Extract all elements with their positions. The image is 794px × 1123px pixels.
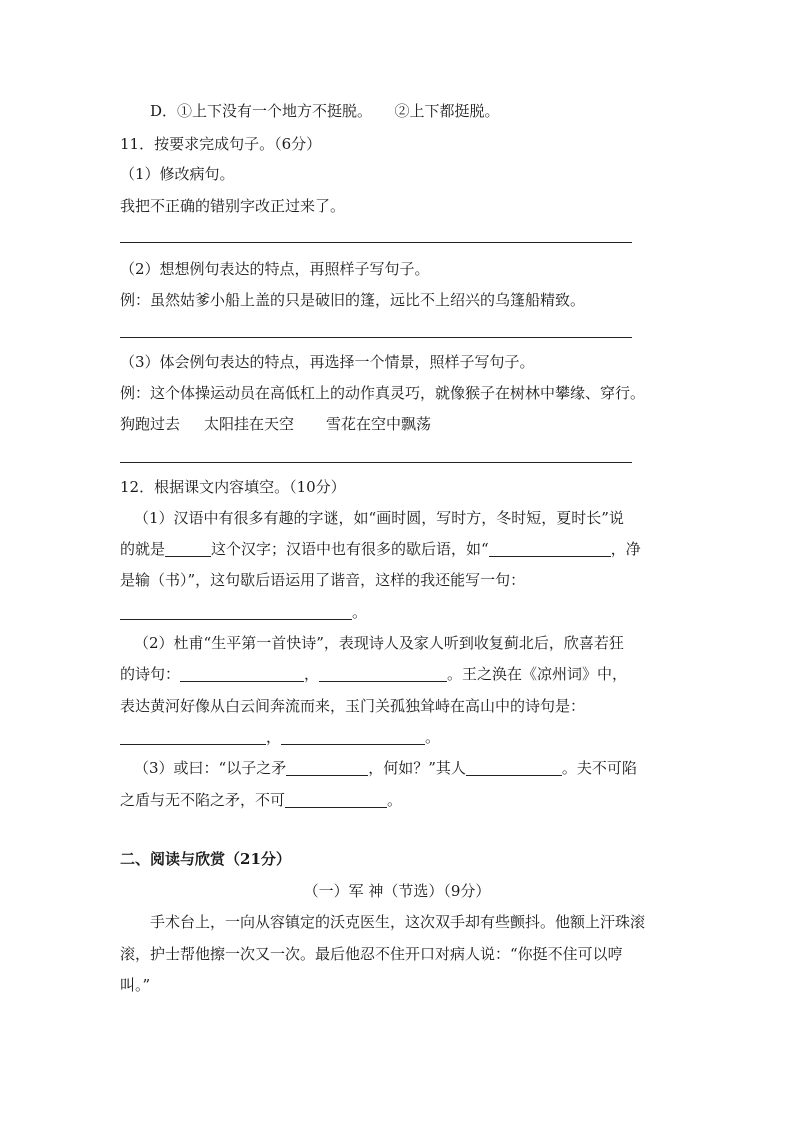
fill-blank[interactable] xyxy=(180,666,304,682)
q12-part2-line3: 表达黄河好像从白云间奔流而来，玉门关孤独耸峙在高山中的诗句是： xyxy=(120,697,586,715)
q10-option-d: D．①上下没有一个地方不挺脱。 ②上下都挺脱。 xyxy=(150,102,500,120)
fill-blank[interactable] xyxy=(489,541,611,557)
q12-part2-line2: 的诗句： ， 。王之涣在《凉州词》中， xyxy=(120,665,628,683)
answer-line[interactable] xyxy=(120,462,632,463)
q12-part2-line4: ， 。 xyxy=(120,727,680,747)
fill-blank[interactable] xyxy=(285,792,387,808)
passage-line: 手术台上，一向从容镇定的沃克医生，这次双手却有些颤抖。他额上汗珠滚 xyxy=(150,913,646,931)
fill-blank[interactable] xyxy=(466,760,562,776)
scene-option: 狗跑过去 xyxy=(120,415,181,433)
q11-part1-sentence: 我把不正确的错别字改正过来了。 xyxy=(120,197,346,215)
q12-part3-line1: （3）或曰：“以子之矛 ，何如？”其人 。夫不可陷 xyxy=(134,759,637,777)
q11-title: 11．按要求完成句子。（6分） xyxy=(120,135,322,153)
scene-option: 雪花在空中飘荡 xyxy=(326,415,432,433)
q11-part3-label: （3）体会例句表达的特点，再选择一个情景，照样子写句子。 xyxy=(120,353,535,371)
answer-line[interactable] xyxy=(120,242,632,243)
fill-blank[interactable] xyxy=(319,666,447,682)
q12-part1-line2: 的就是 这个汉字；汉语中也有很多的歇后语，如“ ，净 xyxy=(120,540,641,558)
fill-blank[interactable] xyxy=(165,541,211,557)
q12-part1-line3: 是输（书）”，这句歇后语运用了谐音，这样的我还能写一句： xyxy=(120,571,526,589)
fill-blank[interactable] xyxy=(286,760,368,776)
fill-blank[interactable] xyxy=(120,729,266,745)
passage-line: 滚，护士帮他擦一次又一次。最后他忍不住开口对病人说：“你挺不住可以哼 xyxy=(120,945,623,963)
fill-blank[interactable] xyxy=(281,729,425,745)
passage-title: （一）军 神（节选）（9分） xyxy=(303,882,491,900)
q12-title: 12．根据课文内容填空。（10分） xyxy=(120,478,346,496)
q12-part3-line2: 之盾与无不陷之矛，不可 。 xyxy=(120,791,403,809)
q11-part2-example: 例：虽然姑爹小船上盖的只是破旧的篷，远比不上绍兴的乌篷船精致。 xyxy=(120,291,586,309)
answer-line[interactable] xyxy=(120,337,632,338)
fill-blank[interactable] xyxy=(120,604,352,620)
q11-part2-label: （2）想想例句表达的特点，再照样子写句子。 xyxy=(120,260,430,278)
q11-part3-example: 例：这个体操运动员在高低杠上的动作真灵巧，就像猴子在树林中攀缘、穿行。 xyxy=(120,384,646,402)
q12-part1-line1: （1）汉语中有很多有趣的字谜，如“画时圆，写时方，冬时短，夏时长”说 xyxy=(134,509,624,527)
q11-part3-scenes xyxy=(120,414,680,434)
q12-part2-line1: （2）杜甫“生平第一首快诗”，表现诗人及家人听到收复蓟北后，欣喜若狂 xyxy=(134,634,624,652)
section2-title: 二、阅读与欣赏（21分） xyxy=(120,850,291,868)
scene-option: 太阳挂在天空 xyxy=(204,415,295,433)
q11-part1-label: （1）修改病句。 xyxy=(120,165,235,183)
q12-part1-line4: 。 xyxy=(120,602,680,622)
passage-line: 叫。” xyxy=(120,976,151,994)
